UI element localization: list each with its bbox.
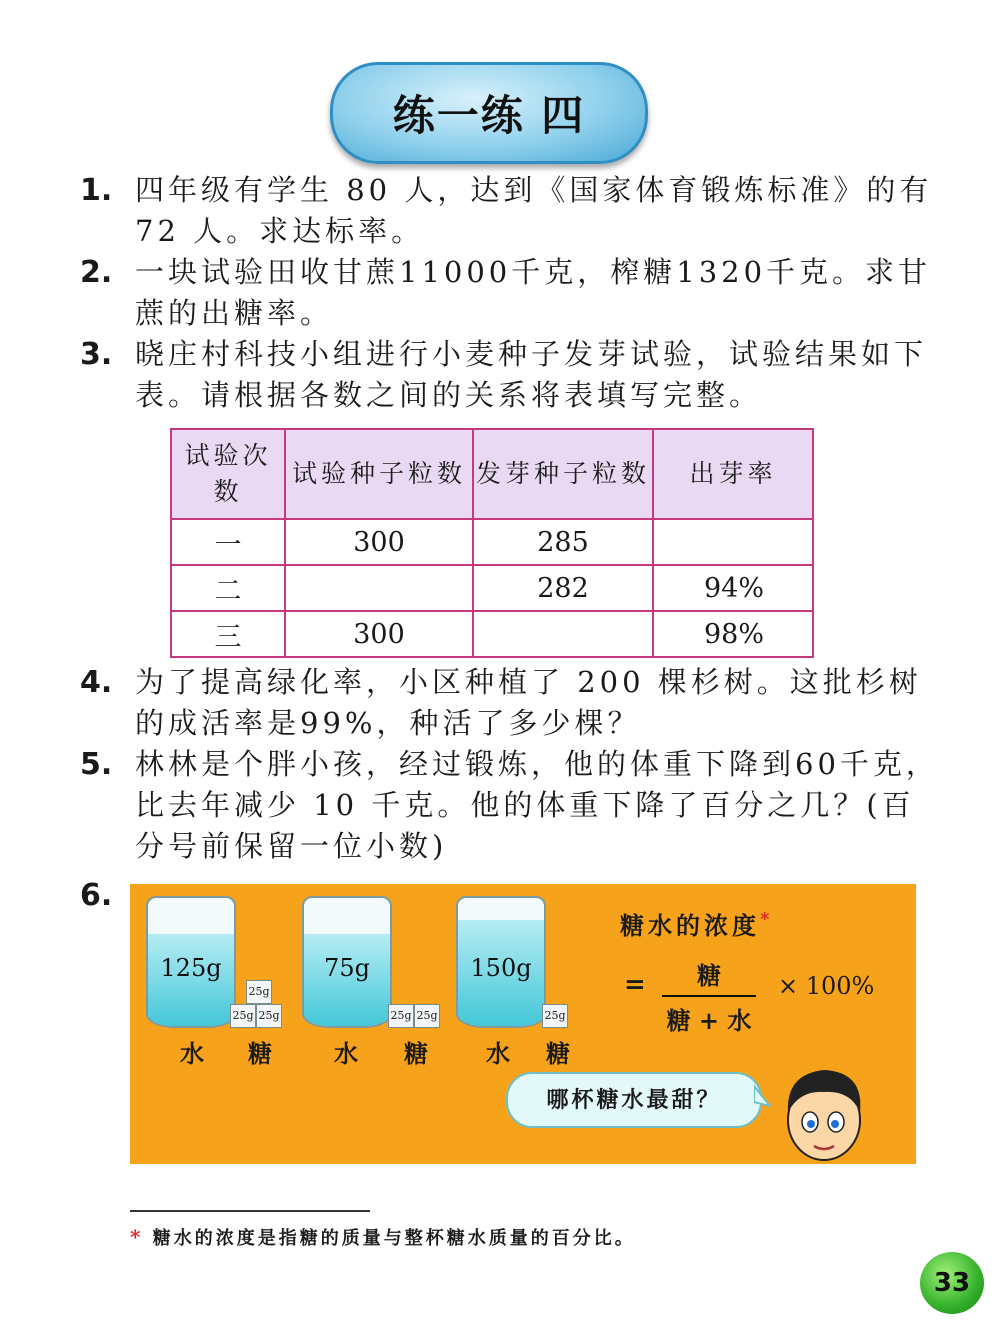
sugar-cube-icon: 25g (388, 1004, 414, 1028)
sugar-water-panel (130, 884, 916, 1164)
table-cell: 285 (473, 519, 653, 565)
speech-bubble (506, 1072, 762, 1128)
question-1 (80, 170, 940, 252)
question-text: 林林是个胖小孩，经过锻炼，他的体重下降到60千克，比去年减少 10 千克。他的体重下降了百分之几？(百分号前保留一位小数) (135, 747, 939, 863)
table-cell: 三 (171, 611, 285, 657)
footnote-divider (130, 1210, 370, 1212)
question-text: 为了提高绿化率，小区种植了 200 棵杉树。这批杉树的成活率是99%，种活了多少棵？ (135, 665, 922, 740)
question-text: 一块试验田收甘蔗11000千克，榨糖1320千克。求甘蔗的出糖率。 (135, 255, 932, 330)
sugar-label: 糖 (546, 1039, 572, 1068)
table-cell: 300 (285, 519, 473, 565)
question-3 (80, 334, 940, 416)
table-row (171, 565, 813, 611)
water-mass: 75g (324, 954, 370, 982)
sugar-cube-icon: 25g (230, 1004, 256, 1028)
equals-sign: = (624, 970, 646, 1000)
water-mass: 150g (470, 954, 532, 982)
formula-title-text: 糖水的浓度 (620, 911, 760, 940)
sugar-cube-icon: 25g (256, 1004, 282, 1028)
table-header-row (171, 429, 813, 519)
table-cell (653, 519, 813, 565)
germination-table (170, 428, 814, 658)
footnote (130, 1224, 636, 1250)
footnote-marker: * (130, 1225, 144, 1249)
page-title: 练一练 四 (392, 91, 586, 140)
question-text: 四年级有学生 80 人，达到《国家体育锻炼标准》的有 72 人。求达标率。 (135, 173, 933, 248)
concentration-formula-title (620, 906, 773, 941)
question-2 (80, 252, 940, 334)
glass-cup-icon (146, 896, 236, 1028)
fraction-denominator: 糖 + 水 (666, 1006, 752, 1035)
boy-character-icon (780, 1060, 868, 1164)
water-label: 水 (486, 1039, 512, 1068)
concentration-fraction (662, 956, 756, 1036)
sugar-cube-icon: 25g (542, 1004, 568, 1028)
table-cell: 94% (653, 565, 813, 611)
table-header: 出芽率 (653, 429, 813, 519)
table-row (171, 611, 813, 657)
question-5 (80, 744, 940, 867)
fraction-bar (662, 995, 756, 997)
table-row (171, 519, 813, 565)
question-number: 1. (80, 173, 113, 208)
page-number: 33 (933, 1268, 971, 1298)
speech-tail-icon (754, 1084, 772, 1108)
water-label: 水 (180, 1039, 206, 1068)
question-number: 5. (80, 747, 113, 782)
question-6-number: 6. (80, 878, 113, 913)
sugar-cube-icon: 25g (414, 1004, 440, 1028)
times-100-percent: × 100% (778, 972, 875, 1000)
table-header: 试验种子粒数 (285, 429, 473, 519)
sugar-label: 糖 (404, 1039, 430, 1068)
question-number: 3. (80, 337, 113, 372)
table-cell (285, 565, 473, 611)
table-cell: 282 (473, 565, 653, 611)
fraction-numerator: 糖 (697, 961, 721, 990)
glass-cup-icon (302, 896, 392, 1028)
question-number: 4. (80, 665, 113, 700)
table-cell: 一 (171, 519, 285, 565)
table-header: 试验次数 (171, 429, 285, 519)
page-number-badge (920, 1252, 984, 1314)
table-header: 发芽种子粒数 (473, 429, 653, 519)
question-text: 晓庄村科技小组进行小麦种子发芽试验，试验结果如下表。请根据各数之间的关系将表填写完整。 (135, 337, 928, 412)
question-number: 2. (80, 255, 113, 290)
glass-cup-icon (456, 896, 546, 1028)
table-cell: 98% (653, 611, 813, 657)
sugar-label: 糖 (248, 1039, 274, 1068)
table-cell: 二 (171, 565, 285, 611)
footnote-marker: * (760, 909, 774, 930)
sugar-cube-icon: 25g (246, 980, 272, 1004)
footnote-text: 糖水的浓度是指糖的质量与整杯糖水质量的百分比。 (152, 1228, 636, 1249)
speech-text: 哪杯糖水最甜？ (546, 1087, 722, 1113)
table-cell: 300 (285, 611, 473, 657)
question-4 (80, 662, 940, 744)
title-banner (330, 62, 648, 164)
water-label: 水 (334, 1039, 360, 1068)
table-cell (473, 611, 653, 657)
water-mass: 125g (160, 954, 222, 982)
